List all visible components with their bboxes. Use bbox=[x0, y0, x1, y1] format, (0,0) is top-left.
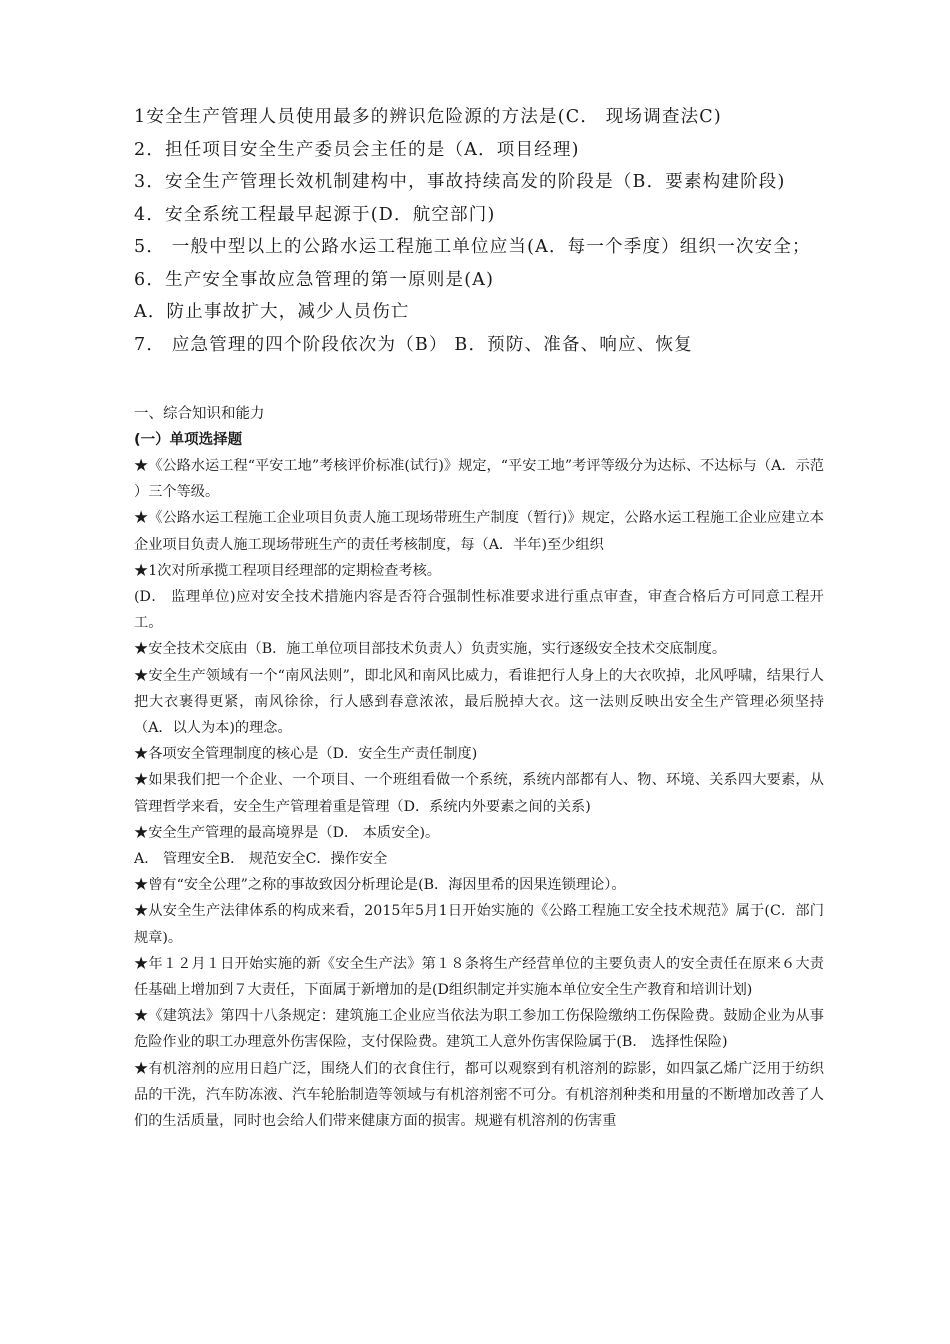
top-question-list bbox=[134, 101, 854, 361]
paragraph: ★安全技术交底由（B．施工单位项目部技术负责人）负责实施，实行逐级安全技术交底制度。 bbox=[134, 641, 727, 658]
question-item: 1安全生产管理人员使用最多的辨识危险源的方法是(C． 现场调查法C) bbox=[134, 107, 722, 127]
question-item: 7． 应急管理的四个阶段依次为（B） B．预防、准备、响应、恢复 bbox=[134, 334, 693, 355]
paragraph: ★各项安全管理制度的核心是（D．安全生产责任制度) bbox=[134, 746, 478, 763]
paragraph: (D． 监理单位)应对安全技术措施内容是否符合强制性标准要求进行重点审查，审查合格后方可同意工程开工。 bbox=[134, 589, 824, 632]
section-heading: 一、综合知识和能力 bbox=[134, 406, 265, 422]
paragraph: ★安全生产管理的最高境界是（D． 本质安全)。 bbox=[134, 824, 440, 841]
paragraph: ★从安全生产法律体系的构成来看，2015年5月1日开始实施的《公路工程施工安全技术规范》属于(C．部门规章)。 bbox=[134, 903, 824, 946]
question-item: 4．安全系统工程最早起源于(D．航空部门) bbox=[134, 204, 496, 225]
question-item: 6．生产安全事故应急管理的第一原则是(A) bbox=[134, 269, 495, 290]
answer-option: A．防止事故扩大，减少人员伤亡 bbox=[134, 302, 410, 322]
paragraph: ★曾有“安全公理”之称的事故致因分析理论是(B．海因里希的因果连锁理论）。 bbox=[134, 877, 626, 894]
subsection-heading: (一）单项选择题 bbox=[134, 432, 243, 448]
question-item: 5． 一般中型以上的公路水运工程施工单位应当(A．每一个季度）组织一次安全； bbox=[134, 237, 811, 257]
paragraph: ★1次对所承揽工程项目经理部的定期检查考核。 bbox=[134, 562, 441, 579]
main-content bbox=[134, 401, 824, 1134]
paragraph: ★《公路水运工程“平安工地”考核评价标准(试行)》规定，“平安工地”考评等级分为达标、不达标与（A．示范 ）三个等级。 bbox=[134, 458, 824, 501]
paragraph: ★如果我们把一个企业、一个项目、一个班组看做一个系统，系统内部都有人、物、环境、关系四大要素，从管理哲学来看，安全生产管理着重是管理（D．系统内外要素之间的关系) bbox=[134, 772, 824, 815]
paragraph: ★有机溶剂的应用日趋广泛，围绕人们的衣食住行，都可以观察到有机溶剂的踪影，如四氯乙烯广泛用于纺织品的干洗，汽车防冻液、汽车轮胎制造等领域与有机溶剂密不可分。有机溶剂种类和用量的不断增加改善了人们的生活质量，同时也会给人们带来健康方面的损害。规避有机溶剂的伤害重 bbox=[134, 1060, 824, 1130]
paragraph: ★年１２月１日开始实施的新《安全生产法》第１８条将生产经营单位的主要负责人的安全责任在原来６大责任基础上增加到７大责任，下面属于新增加的是(D组织制定并实施本单位安全生产教育和培训计划) bbox=[134, 955, 824, 999]
paragraph: ★《公路水运工程施工企业项目负责人施工现场带班生产制度（暂行)》规定，公路水运工程施工企业应建立本企业项目负责人施工现场带班生产的责任考核制度，每（A．半年)至少组织 bbox=[134, 510, 824, 553]
paragraph: ★安全生产领域有一个“南风法则”，即北风和南风比威力，看谁把行人身上的大衣吹掉，北风呼啸，结果行人把大衣裹得更紧，南风徐徐，行人感到春意浓浓，最后脱掉大衣。这一法则反映出安全生产管理必须坚持（A．以人为本)的理念。 bbox=[134, 667, 824, 737]
paragraph: ★《建筑法》第四十八条规定：建筑施工企业应当依法为职工参加工伤保险缴纳工伤保险费。鼓励企业为从事危险作业的职工办理意外伤害保险，支付保险费。建筑工人意外伤害保险属于(B． 选择性保险) bbox=[134, 1008, 824, 1051]
question-item: 3．安全生产管理长效机制建构中，事故持续高发的阶段是（B．要素构建阶段) bbox=[134, 172, 786, 192]
question-item: 2．担任项目安全生产委员会主任的是（A．项目经理) bbox=[134, 139, 580, 160]
answer-option: A． 管理安全B． 规范安全C．操作安全 bbox=[134, 851, 388, 868]
